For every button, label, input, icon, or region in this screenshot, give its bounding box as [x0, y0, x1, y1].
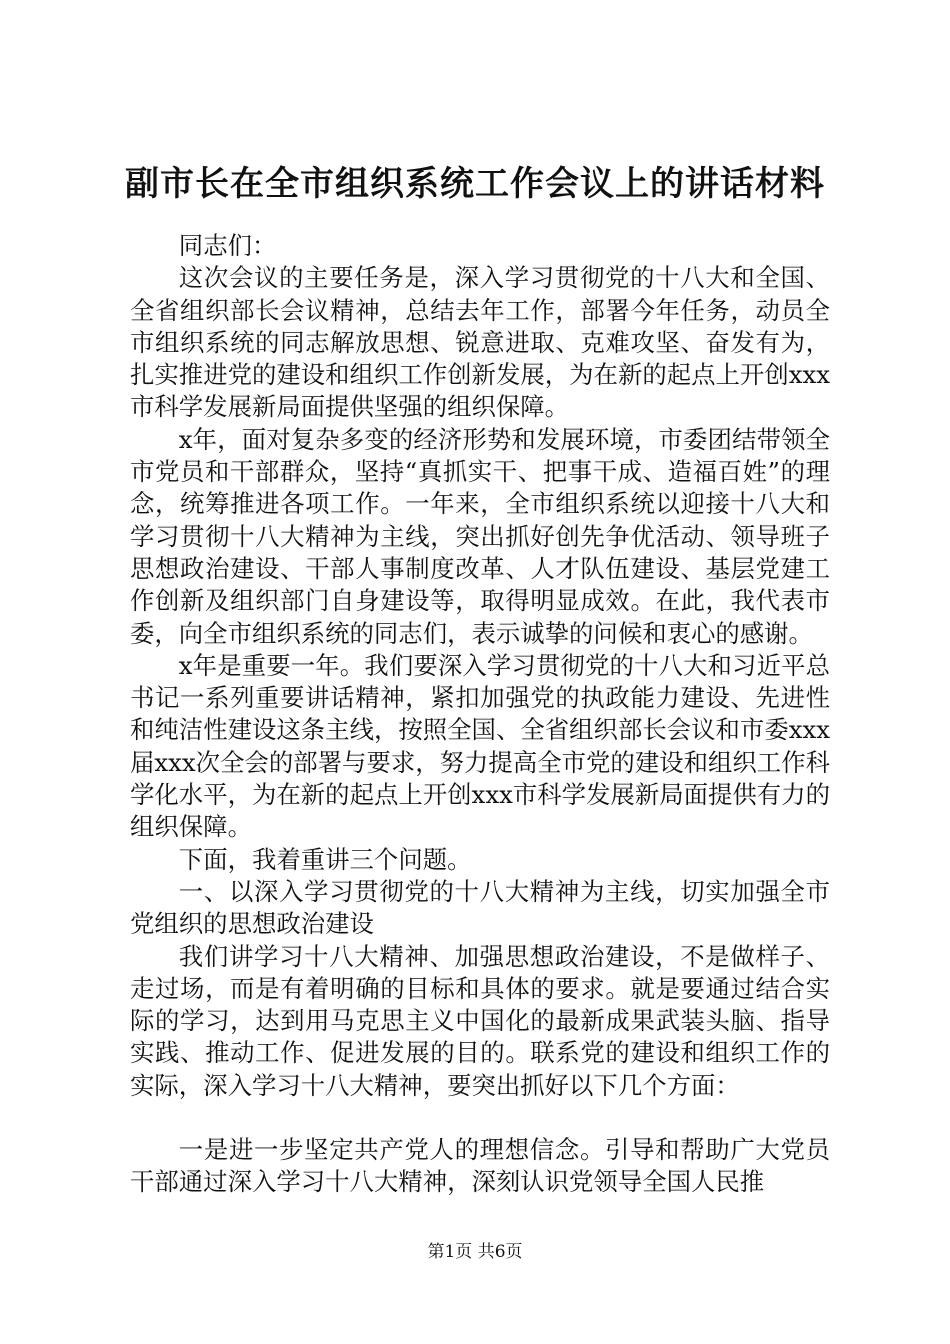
- paragraph-4: 下面，我着重讲三个问题。: [178, 844, 472, 874]
- section-heading-1: 一、以深入学习贯彻党的十八大精神为主线，切实加强全市党组织的思想政治建设: [130, 876, 830, 939]
- paragraph-2: x年，面对复杂多变的经济形势和发展环境，市委团结带领全市党员和干部群众，坚持“真抓实干、把事干成、造福百姓”的理念，统筹推进各项工作。一年来，全市组织系统以迎接十八大和学习贯彻十八大精神为主线，突出抓好创先争优活动、领导班子思想政治建设、干部人事制度改革、人才队伍建设、基层党建工作创新及组织部门自身建设等，取得明显成效。在此，我代表市委，向全市组织系统的同志们，表示诚挚的问候和衷心的感谢。: [130, 424, 830, 648]
- document-title: 副市长在全市组织系统工作会议上的讲话材料: [125, 164, 825, 204]
- paragraph-1: 这次会议的主要任务是，深入学习贯彻党的十八大和全国、全省组织部长会议精神，总结去年工作，部署今年任务，动员全市组织系统的同志解放思想、锐意进取、克难攻坚、奋发有为，扎实推进党的建设和组织工作创新发展，为在新的起点上开创xxx市科学发展新局面提供坚强的组织保障。: [130, 263, 830, 422]
- paragraph-6: 我们讲学习十八大精神、加强思想政治建设，不是做样子、走过场，而是有着明确的目标和具体的要求。就是要通过结合实际的学习，达到用马克思主义中国化的最新成果武装头脑、指导实践、推动工作、促进发展的目的。联系党的建设和组织工作的实际，深入学习十八大精神，要突出抓好以下几个方面：: [130, 941, 830, 1100]
- paragraph-3: x年是重要一年。我们要深入学习贯彻党的十八大和习近平总书记一系列重要讲话精神，紧扣加强党的执政能力建设、先进性和纯洁性建设这条主线，按照全国、全省组织部长会议和市委xxx届xxx次全会的部署与要求，努力提高全市党的建设和组织工作科学化水平，为在新的起点上开创xxx市科学发展新局面提供有力的组织保障。: [130, 650, 830, 842]
- salutation: 同志们：: [178, 231, 277, 260]
- paragraph-7: 一是进一步坚定共产党人的理想信念。引导和帮助广大党员干部通过深入学习十八大精神，深刻认识党领导全国人民推: [130, 1135, 830, 1197]
- document-body: [130, 230, 830, 1199]
- page-footer: 第1页 共6页: [427, 1242, 523, 1262]
